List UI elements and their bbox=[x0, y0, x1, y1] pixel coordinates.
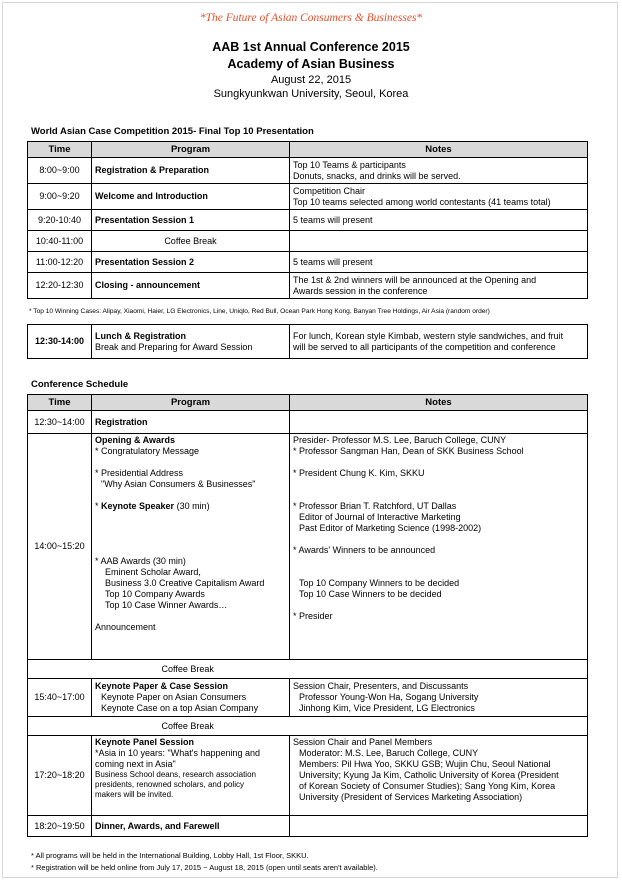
program-label: Closing - announcement bbox=[95, 280, 201, 290]
table-row bbox=[28, 679, 588, 717]
table-row bbox=[28, 411, 588, 434]
note-line: Top 10 teams selected among world contestants (41 teams total) bbox=[293, 196, 551, 207]
col-program-header: Program bbox=[92, 142, 290, 158]
program-line: coming next in Asia" bbox=[95, 759, 176, 769]
program-cell bbox=[92, 411, 290, 434]
note-line: Donuts, snacks, and drinks will be served. bbox=[293, 170, 461, 181]
conference-heading: Conference Schedule bbox=[31, 379, 129, 390]
table-row bbox=[28, 717, 588, 736]
coffee-break-cell: Coffee Break bbox=[92, 660, 588, 679]
program-line: *Asia in 10 years: "What's happening and bbox=[95, 748, 261, 758]
time-cell: 18:20~19:50 bbox=[28, 816, 92, 837]
program-line: "Why Asian Consumers & Businesses" bbox=[101, 479, 256, 489]
lunch-table bbox=[27, 324, 588, 359]
keynote-duration: (30 min) bbox=[176, 501, 210, 511]
conference-table bbox=[27, 394, 588, 837]
note-line: Moderator: M.S. Lee, Baruch College, CUNY bbox=[299, 748, 479, 758]
program-cell bbox=[92, 210, 290, 231]
time-cell: 9:00~9:20 bbox=[28, 184, 92, 210]
note-line: Past Editor of Marketing Science (1998-2002) bbox=[299, 523, 482, 533]
program-label: Presentation Session 1 bbox=[95, 214, 195, 225]
note-line: * Professor Brian T. Ratchford, UT Dallas bbox=[293, 501, 457, 511]
program-line: Break and Preparing for Award Session bbox=[95, 341, 253, 352]
time-cell bbox=[28, 717, 92, 736]
table-row bbox=[28, 273, 588, 299]
notes-cell: 5 teams will present bbox=[290, 210, 588, 231]
keynote-speaker-label: Keynote Speaker bbox=[101, 501, 175, 511]
conference-title: AAB 1st Annual Conference 2015 bbox=[212, 40, 410, 54]
notes-cell bbox=[290, 184, 588, 210]
note-line: Top 10 Teams & participants bbox=[293, 159, 406, 170]
program-label: Registration bbox=[95, 416, 148, 427]
col-notes-header: Notes bbox=[290, 395, 588, 411]
note-line: Competition Chair bbox=[293, 185, 366, 196]
note-line: of Korean Society of Consumer Studies); Sang Yong Kim, Korea bbox=[299, 781, 556, 791]
program-line: Top 10 Company Awards bbox=[105, 589, 205, 599]
program-cell bbox=[92, 184, 290, 210]
col-program-header: Program bbox=[92, 395, 290, 411]
program-cell bbox=[92, 325, 290, 359]
notes-cell bbox=[290, 679, 588, 717]
notes-cell bbox=[290, 231, 588, 252]
program-line: presidents, renowned scholars, and policy bbox=[95, 780, 244, 789]
program-line: Eminent Scholar Award, bbox=[105, 567, 201, 577]
table-row bbox=[28, 252, 588, 273]
footnote-registration: * Registration will be held online from July 17, 2015 ~ August 18, 2015 (open until seats aren't available). bbox=[31, 863, 378, 872]
program-cell bbox=[92, 252, 290, 273]
program-label: Keynote Paper & Case Session bbox=[95, 681, 229, 691]
note-line: Members: Pil Hwa Yoo, SKKU GSB; Wujin Chu, Seoul National bbox=[299, 759, 551, 769]
notes-cell bbox=[290, 411, 588, 434]
time-cell bbox=[28, 325, 92, 359]
note-line: * Awards' Winners to be announced bbox=[293, 545, 436, 555]
notes-cell bbox=[290, 816, 588, 837]
program-line: Business School deans, research association bbox=[95, 770, 256, 779]
note-line: University (President of Services Marketing Association) bbox=[299, 792, 523, 802]
notes-cell bbox=[290, 273, 588, 299]
program-line: Keynote Case on a top Asian Company bbox=[101, 703, 259, 713]
program-label: Registration & Preparation bbox=[95, 165, 210, 175]
time-cell: 11:00-12:20 bbox=[28, 252, 92, 273]
note-line: Top 10 Company Winners to be decided bbox=[299, 578, 460, 588]
table-row bbox=[28, 325, 588, 359]
note-line: Presider- Professor M.S. Lee, Baruch College, CUNY bbox=[293, 435, 507, 445]
note-line: * President Chung K. Kim, SKKU bbox=[293, 468, 425, 478]
note-line: For lunch, Korean style Kimbab, western style sandwiches, and fruit bbox=[293, 330, 564, 341]
program-line: * Keynote Speaker (30 min) bbox=[95, 501, 210, 511]
table-row bbox=[28, 736, 588, 816]
notes-cell bbox=[290, 158, 588, 184]
tagline: *The Future of Asian Consumers & Businesses* bbox=[199, 12, 423, 24]
program-line: makers will be invited. bbox=[95, 790, 174, 799]
table-row bbox=[28, 434, 588, 660]
table-row bbox=[28, 158, 588, 184]
note-line: Professor Young-Won Ha, Sogang University bbox=[299, 692, 479, 702]
note-line: Jinhong Kim, Vice President, LG Electronics bbox=[299, 703, 475, 713]
program-cell bbox=[92, 273, 290, 299]
time-cell: 17:20~18:20 bbox=[28, 736, 92, 816]
program-cell: Coffee Break bbox=[92, 231, 290, 252]
program-label: Welcome and Introduction bbox=[95, 191, 208, 201]
note-line: * Professor Sangman Han, Dean of SKK Business School bbox=[293, 446, 524, 456]
competition-table bbox=[27, 141, 588, 299]
time-cell: 12:20-12:30 bbox=[28, 273, 92, 299]
program-cell bbox=[92, 158, 290, 184]
lunch-time: 12:30-14:00 bbox=[34, 336, 85, 346]
table-row bbox=[28, 660, 588, 679]
program-label: Dinner, Awards, and Farewell bbox=[95, 820, 220, 831]
table-row bbox=[28, 184, 588, 210]
note-line: University; Kyung Ja Kim, Catholic University of Korea (President bbox=[299, 770, 559, 780]
coffee-break-cell: Coffee Break bbox=[92, 717, 588, 736]
time-cell: 9:20-10:40 bbox=[28, 210, 92, 231]
note-line: Editor of Journal of Interactive Marketing bbox=[299, 512, 461, 522]
program-cell bbox=[92, 816, 290, 837]
organization-title: Academy of Asian Business bbox=[227, 57, 395, 71]
conference-date: August 22, 2015 bbox=[270, 74, 352, 86]
time-cell: 10:40-11:00 bbox=[28, 231, 92, 252]
competition-heading: World Asian Case Competition 2015- Final Top 10 Presentation bbox=[31, 126, 314, 137]
program-label: Lunch & Registration bbox=[95, 330, 187, 341]
program-line: Business 3.0 Creative Capitalism Award bbox=[105, 578, 265, 588]
program-line: Top 10 Case Winner Awards… bbox=[105, 600, 228, 610]
program-label: Presentation Session 2 bbox=[95, 256, 195, 267]
winning-cases-footnote: * Top 10 Winning Cases: Alipay, Xiaomi, Haier, LG Electronics, Line, Uniqlo, Red Bull, Ocean Park Hong Kong, Banyan Tree Holdings, Air Asia (random order) bbox=[29, 308, 490, 315]
table-row bbox=[28, 231, 588, 252]
program-cell bbox=[92, 679, 290, 717]
time-cell: 8:00~9:00 bbox=[28, 158, 92, 184]
col-notes-header: Notes bbox=[290, 142, 588, 158]
time-cell: 14:00~15:20 bbox=[28, 434, 92, 660]
program-line: * Congratulatory Message bbox=[95, 446, 200, 456]
table-row bbox=[28, 816, 588, 837]
notes-cell bbox=[290, 325, 588, 359]
col-time-header: Time bbox=[28, 142, 92, 158]
program-label: Opening & Awards bbox=[95, 435, 176, 445]
footnote-venue: * All programs will be held in the International Building, Lobby Hall, 1st Floor, SKKU. bbox=[31, 851, 309, 860]
time-cell bbox=[28, 660, 92, 679]
note-line: Top 10 Case Winners to be decided bbox=[299, 589, 442, 599]
program-line: * AAB Awards (30 min) bbox=[95, 556, 186, 566]
program-line: Keynote Paper on Asian Consumers bbox=[101, 692, 247, 702]
program-line: * Presidential Address bbox=[95, 468, 184, 478]
time-cell: 15:40~17:00 bbox=[28, 679, 92, 717]
table-row bbox=[28, 210, 588, 231]
note-line: will be served to all participants of the competition and conference bbox=[293, 341, 556, 352]
table-header-row bbox=[28, 395, 588, 411]
note-line: * Presider bbox=[293, 611, 333, 621]
note-line: The 1st & 2nd winners will be announced at the Opening and bbox=[293, 274, 537, 285]
note-line: Awards session in the conference bbox=[293, 285, 428, 296]
table-header-row bbox=[28, 142, 588, 158]
notes-cell bbox=[290, 434, 588, 660]
notes-cell: 5 teams will present bbox=[290, 252, 588, 273]
conference-venue: Sungkyunkwan University, Seoul, Korea bbox=[213, 88, 409, 100]
time-cell: 12:30~14:00 bbox=[28, 411, 92, 434]
note-line: Session Chair, Presenters, and Discussants bbox=[293, 681, 469, 691]
program-label: Keynote Panel Session bbox=[95, 737, 195, 747]
col-time-header: Time bbox=[28, 395, 92, 411]
program-line: Announcement bbox=[95, 622, 156, 632]
notes-cell bbox=[290, 736, 588, 816]
program-cell bbox=[92, 736, 290, 816]
program-cell bbox=[92, 434, 290, 660]
note-line: Session Chair and Panel Members bbox=[293, 737, 433, 747]
